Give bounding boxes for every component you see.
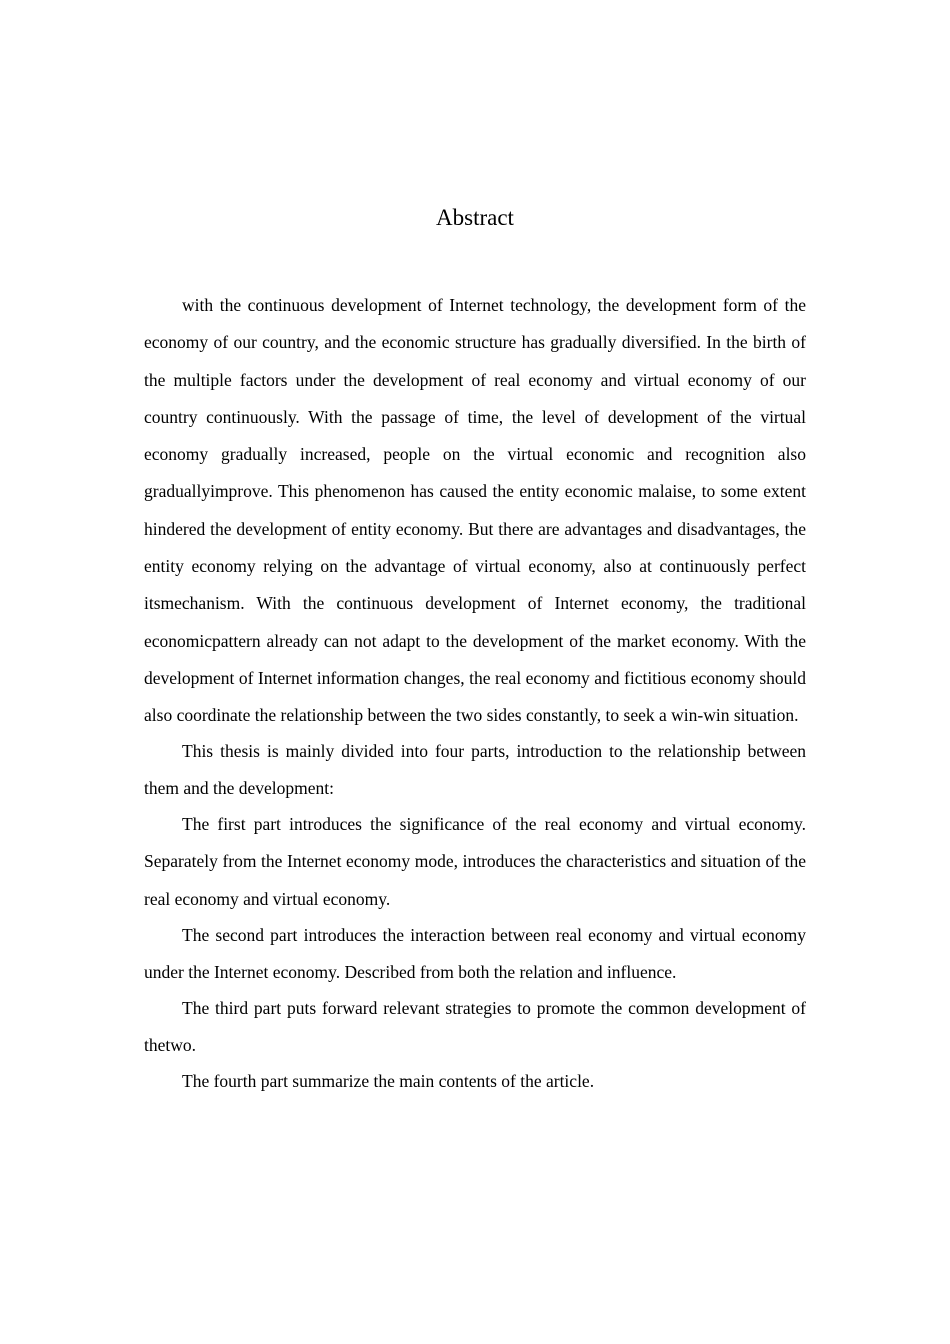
paragraph-fourth-part: The fourth part summarize the main contents of the article. xyxy=(182,1070,595,1091)
paragraph-structure: This thesis is mainly divided into four parts, introduction to the relationship between them and the development: xyxy=(144,741,806,799)
paragraph-second-part: The second part introduces the interaction between real economy and virtual economy under the Internet economy. Described from both the relation and influence. xyxy=(144,924,806,982)
paragraph-intro: with the continuous development of Internet technology, the development form of the economy of our country, and the economic structure has gradually diversified. In the birth of the multiple factors under the development of real economy and virtual economy of our country continuously. With the passage of time, the level of development of the virtual economy gradually increased, people on the virtual economic and recognition also graduallyimprove. This phenomenon has caused the entity economic malaise, to some extent hindered the development of entity economy. But there are advantages and disadvantages, the entity economy relying on the advantage of virtual economy, also at continuously perfect itsmechanism. With the continuous development of Internet economy, the traditional economicpattern already can not adapt to the development of the market economy. With the development of Internet information changes, the real economy and fictitious economy should also coordinate the relationship between the two sides constantly, to seek a win-win situation. xyxy=(144,295,806,726)
paragraph-third-part: The third part puts forward relevant strategies to promote the common development of thetwo. xyxy=(144,997,806,1055)
abstract-body xyxy=(144,287,806,1099)
page-title: Abstract xyxy=(436,205,514,230)
paragraph-first-part: The first part introduces the significance of the real economy and virtual economy. Separately from the Internet economy mode, introduces the characteristics and situation of the real economy and virtual economy. xyxy=(144,814,806,909)
